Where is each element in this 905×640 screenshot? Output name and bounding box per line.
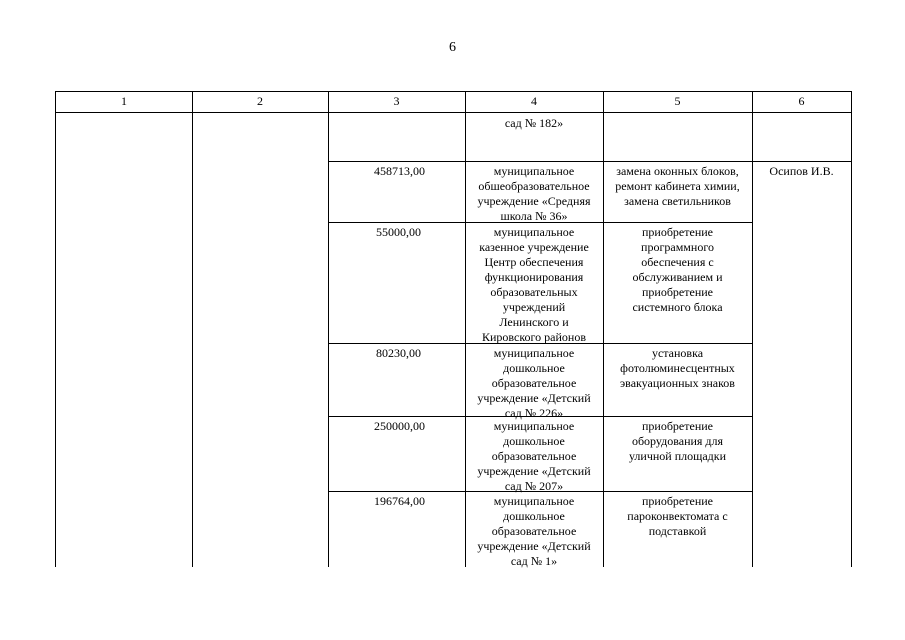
column-header-6: 6 [798,94,805,108]
row-divider [328,161,752,162]
table-cell-purpose: приобретение пароконвектомата с подставкой [627,494,728,538]
table-cell-org: муниципальное обшеобразовательное учреждение «Средняя школа № 36» [477,164,591,223]
table-cell-amount: 250000,00 [374,419,425,433]
page-number: 6 [449,40,456,55]
table-cell-org: муниципальное дошкольное образовательное учреждение «Детский сад № 207» [477,419,591,493]
table-header-row [56,92,851,113]
table-cell-org: муниципальное дошкольное образовательное учреждение «Детский сад № 1» [477,494,591,568]
table-cell-purpose: приобретение оборудования для уличной площадки [628,419,727,463]
table-cell-amount: 458713,00 [374,164,425,178]
column-header-2: 2 [257,94,263,108]
table-cell-purpose: установка фотолюминесцентных эвакуационных знаков [620,346,735,390]
table-cell-person: Осипов И.В. [769,164,834,178]
column-divider [192,92,193,567]
row-divider [752,161,851,162]
table-cell-amount: 80230,00 [376,346,421,360]
table-cell-purpose: приобретение программного обеспечения с обслуживанием и приобретение системного блока [632,225,723,314]
table-cell-org: сад № 182» [504,116,564,130]
table-cell-org: муниципальное дошкольное образовательное учреждение «Детский сад № 226» [477,346,591,420]
column-header-1: 1 [121,94,127,108]
table-cell-amount: 55000,00 [376,225,421,239]
table-cell-purpose: замена оконных блоков, ремонт кабинета химии, замена светильников [615,164,740,208]
column-header-4: 4 [531,94,537,108]
data-table [55,91,852,567]
column-header-3: 3 [393,94,400,108]
column-header-5: 5 [674,94,681,108]
table-cell-amount: 196764,00 [374,494,425,508]
table-cell-org: муниципальное казенное учреждение Центр обеспечения функционирования образовательных учреждений Ленинского и Кировского районов [479,225,589,344]
